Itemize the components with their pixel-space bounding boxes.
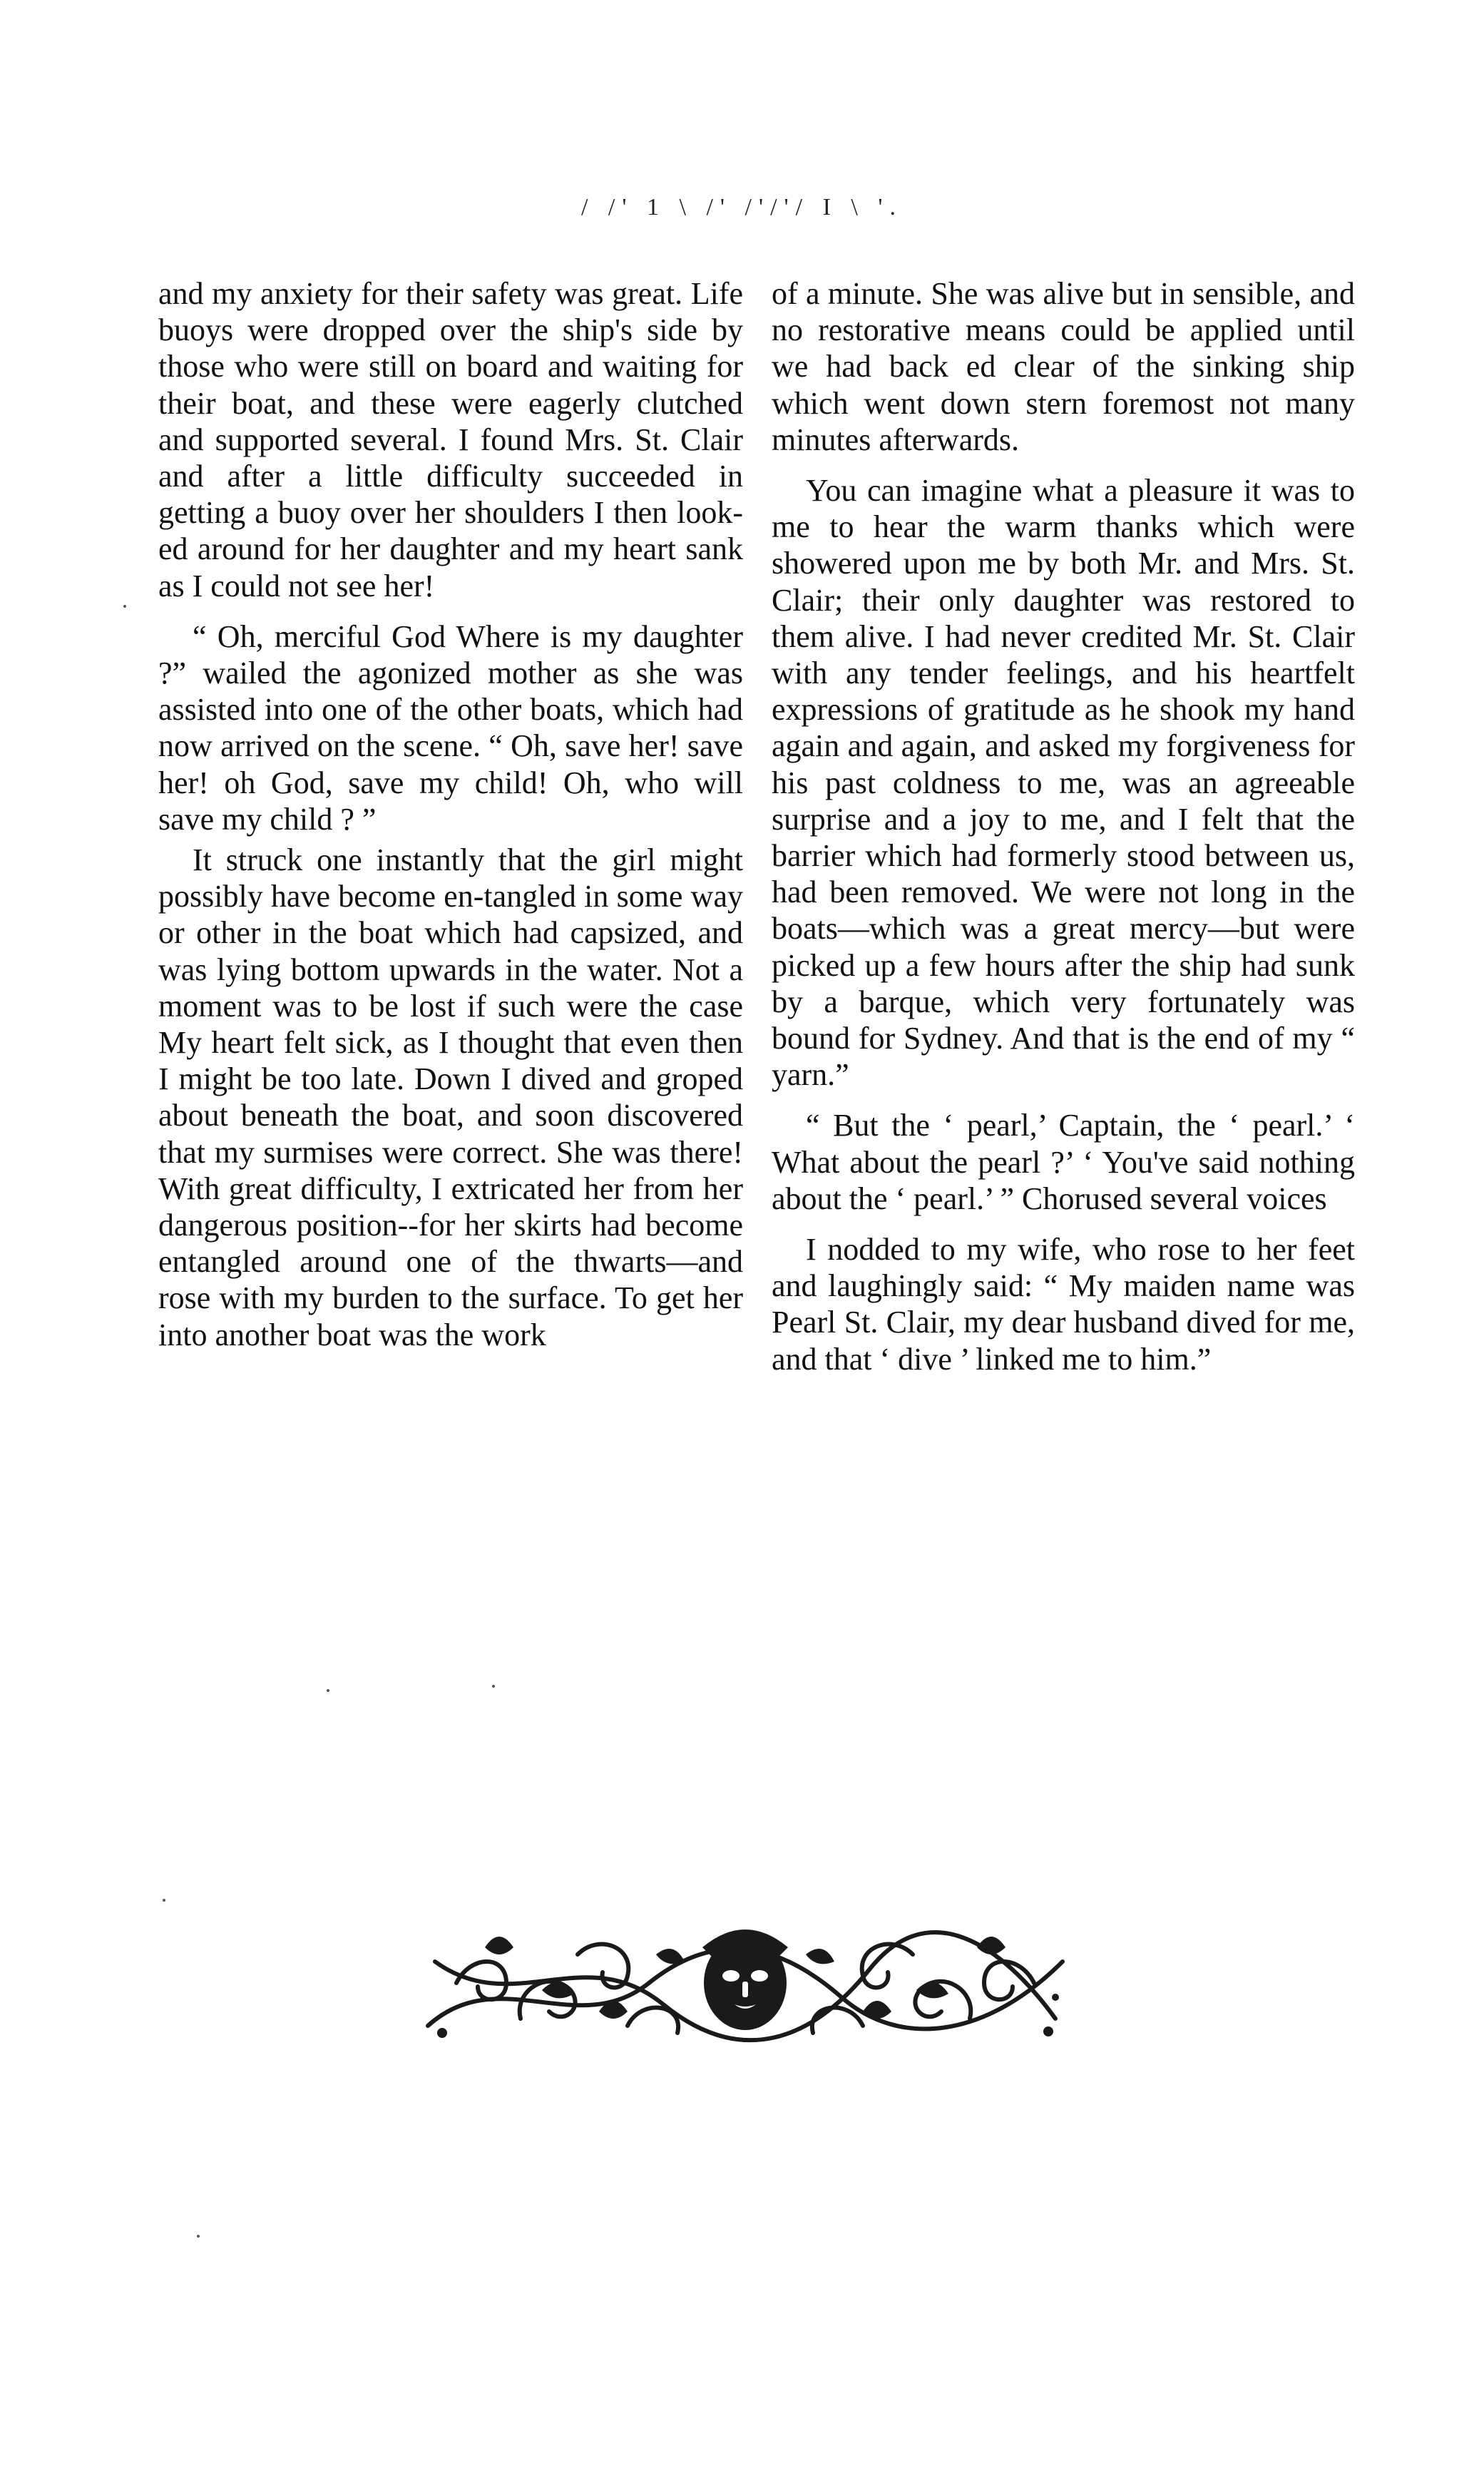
page-speck [163,1899,165,1902]
right-paragraph-4: I nodded to my wife, who rose to her feet and laughingly said: “ My maiden name was Pearl St. Clair, my dear husband dived for me, and that ‘ dive ’ linked me to him.” [772,1232,1355,1377]
page-speck [123,605,126,608]
page-speck [327,1689,329,1692]
right-paragraph-2: You can imagine what a pleasure it was to me to hear the warm thanks which were showered upon me by both Mr. and Mrs. St. Clair; their only daughter was restored to them alive. I had never credited Mr. St. Clair with any tender feelings, and his heartfelt expressions of gratitude as he shook my hand again and again, and asked my forgiveness for his past coldness to me, was an agreeable surprise and a joy to me, and I felt that the barrier which had formerly stood between us, had been removed. We were not long in the boats—which was a great mercy—but were picked up a few hours after the ship had sunk by a barque, which very fortunately was bound for Sydney. And that is the end of my “ yarn.” [772,473,1355,1093]
right-paragraph-1: of a minute. She was alive but in sensible, and no restorative means could be applied until we had back ed clear of the sinking ship which went down stern foremost not many minutes afterwards. [772,276,1355,457]
left-column [158,275,743,1367]
floral-tailpiece-ornament-icon [414,1919,1077,2047]
running-header: / /' 1 \ /' /'/'/ I \ '. [580,194,904,220]
left-paragraph-2: “ Oh, merciful God Where is my daughter ?” wailed the agonized mother as she was assisted into one of the other boats, which had now arrived on the scene. “ Oh, save her! save her! oh God, save my child! Oh, who will save my child ? ” [158,618,743,837]
left-paragraph-1: and my anxiety for their safety was great. Life buoys were dropped over the ship's side by those who were still on board and waiting for their boat, and these were eagerly clutched and supported several. I found Mrs. St. Clair and after a little difficulty succeeded in getting a buoy over her shoulders I then look-ed around for her daughter and my heart sank as I could not see her! [158,276,743,603]
page-speck [492,1685,495,1688]
left-paragraph-3: It struck one instantly that the girl might possibly have become en-tangled in some way or other in the boat which had capsized, and was lying bottom upwards in the water. Not a moment was to be lost if such were the case My heart felt sick, as I thought that even then I might be too late. Down I dived and groped about beneath the boat, and soon discovered that my surmises were correct. She was there! With great difficulty, I extricated her from her dangerous position--for her skirts had become entangled around one of the thwarts—and rose with my burden to the surface. To get her into another boat was the work [158,842,743,1352]
right-column [772,275,1355,1392]
page-speck [197,2235,200,2238]
right-paragraph-3: “ But the ‘ pearl,’ Captain, the ‘ pearl.’ ‘ What about the pearl ?’ ‘ You've said nothing about the ‘ pearl.’ ” Chorused several voices [772,1108,1355,1216]
